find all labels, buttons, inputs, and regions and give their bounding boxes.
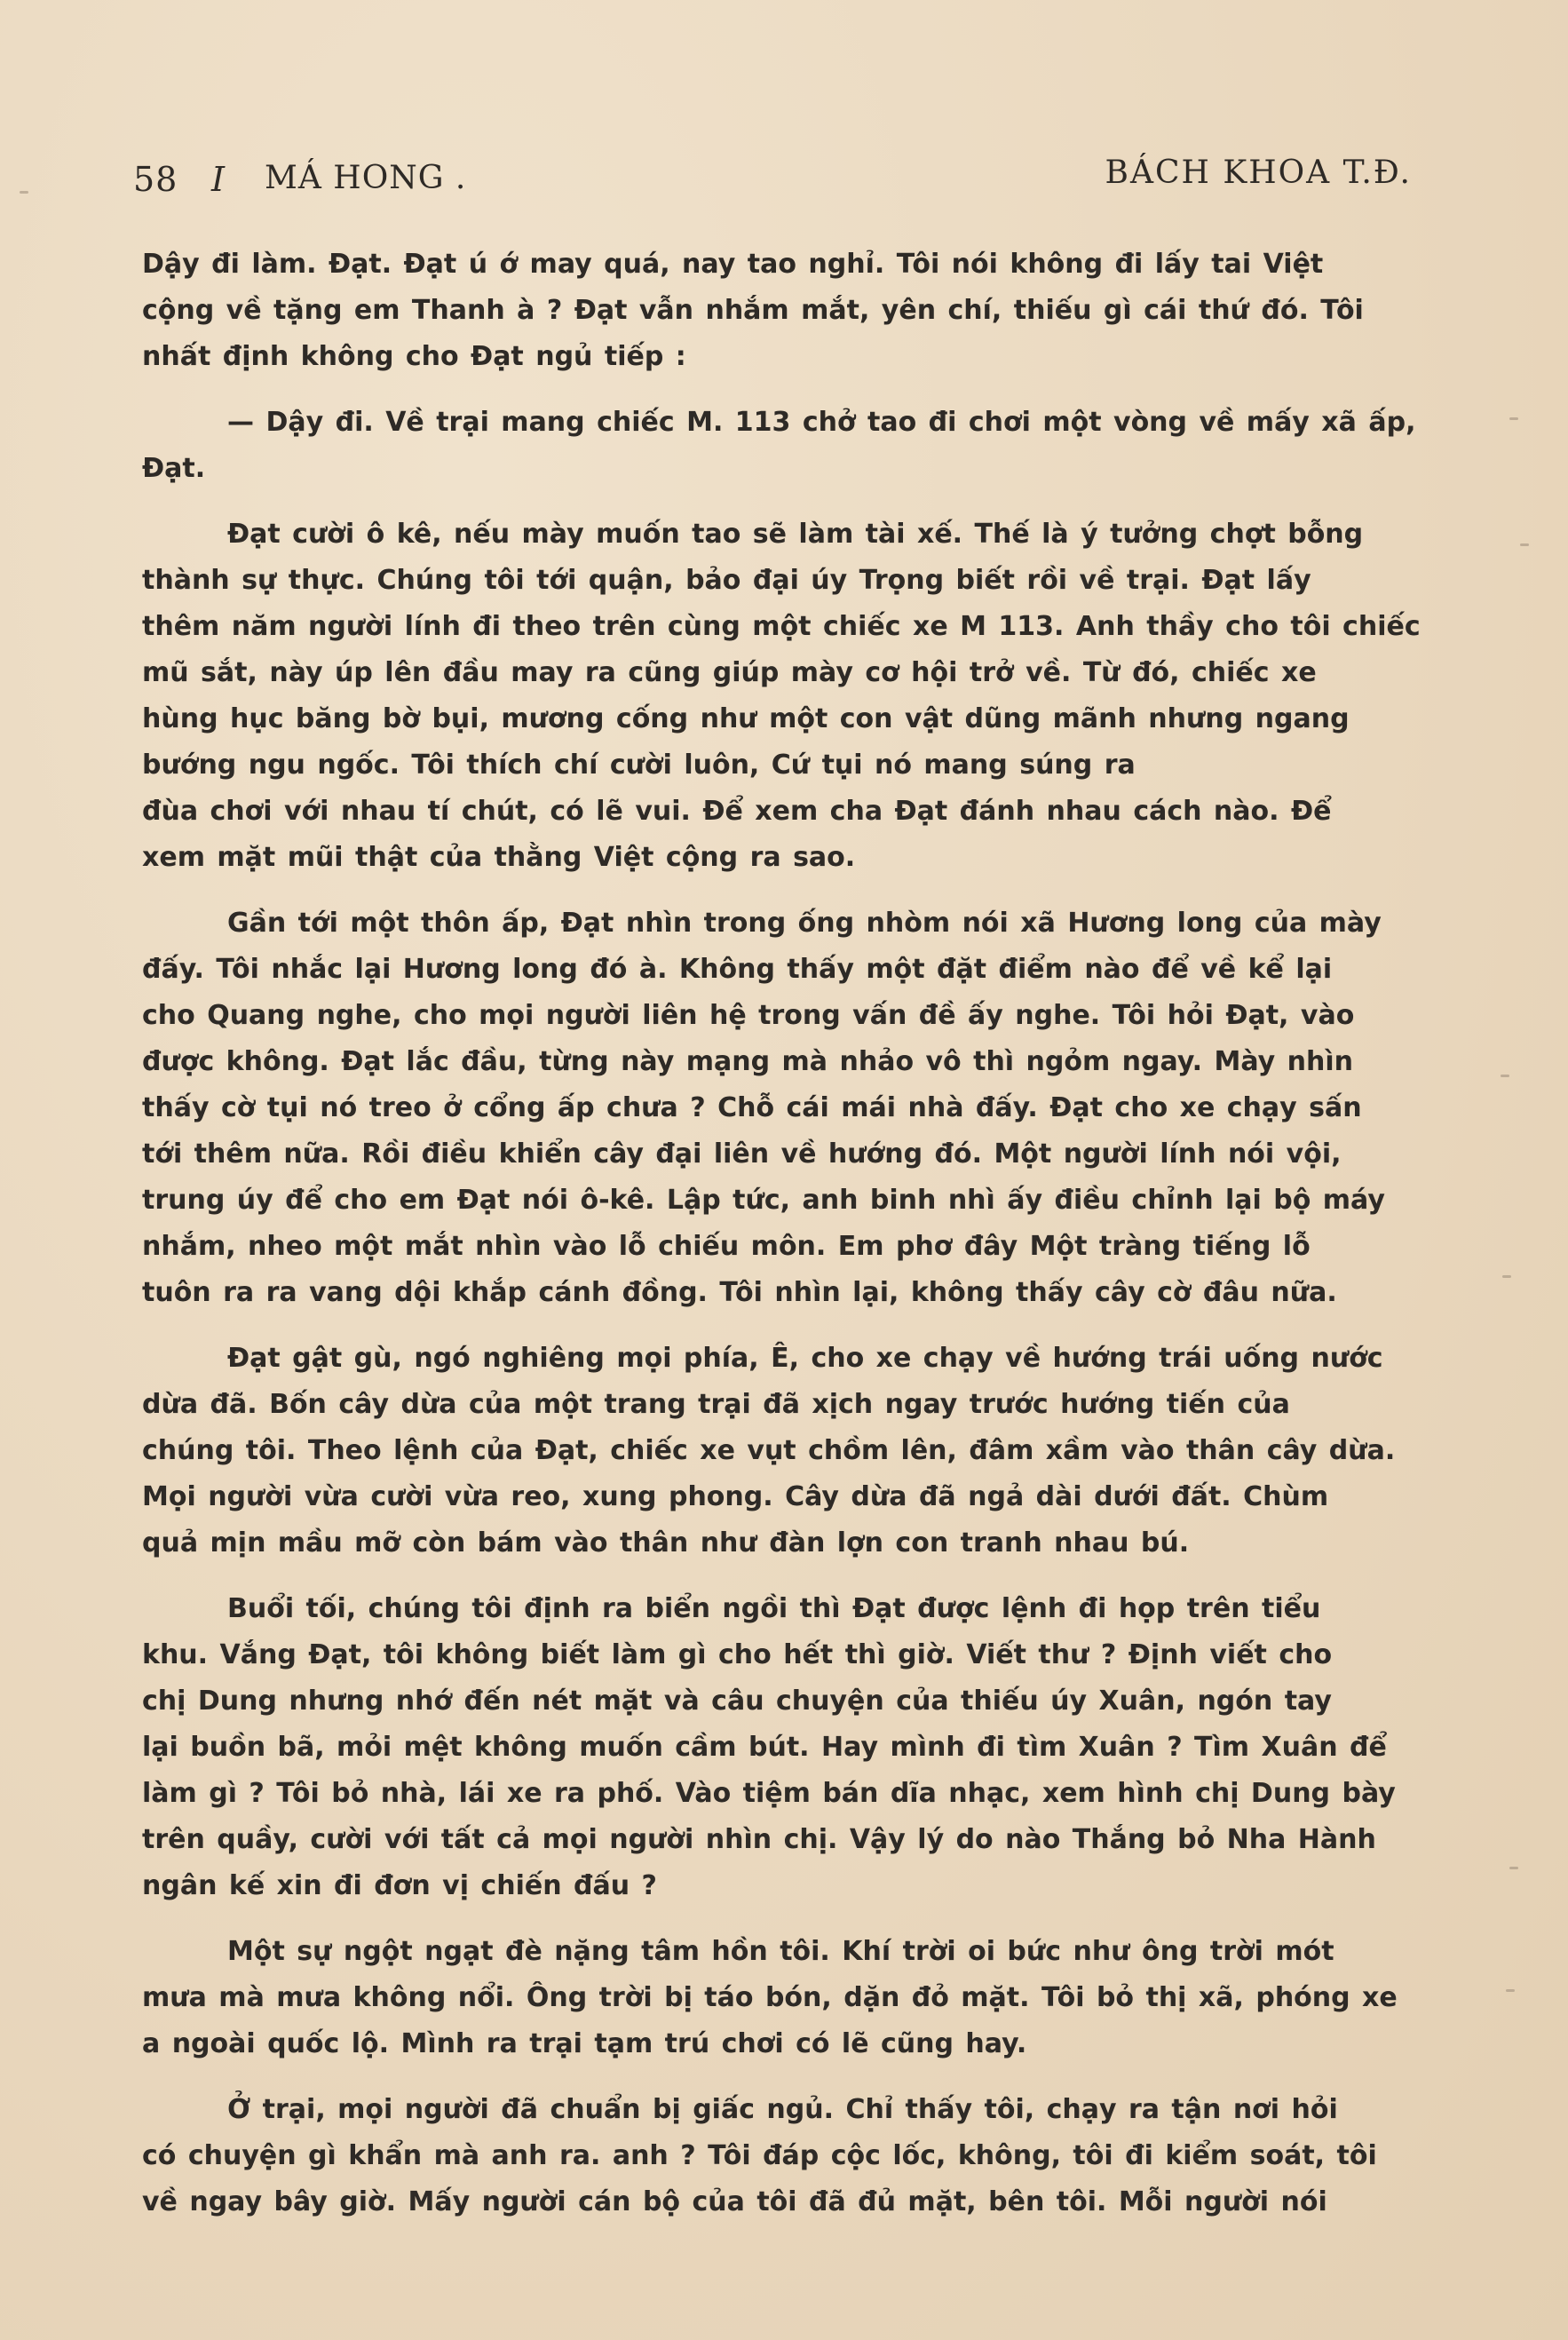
paragraph [142, 2087, 1421, 2225]
text-line: nhất định không cho Đạt ngủ tiếp : [142, 341, 686, 372]
text-line: hùng hục băng bờ bụi, mương cống như một con vật dũng mãnh nhưng ngang [142, 703, 1350, 734]
journal-title: BÁCH KHOA T.Đ. [1105, 155, 1412, 191]
text-line: đấy. Tôi nhắc lại Hương long đó à. Không thấy một đặt điểm nào để về kể lại [142, 954, 1333, 985]
scan-speck [1520, 543, 1529, 546]
scan-speck [1502, 1275, 1511, 1278]
text-line: đùa chơi với nhau tí chút, có lẽ vui. Để xem cha Đạt đánh nhau cách nào. Để [142, 796, 1332, 827]
paragraph [142, 512, 1421, 881]
text-line: thêm năm người lính đi theo trên cùng một chiếc xe M 113. Anh thầy cho tôi chiếc [142, 611, 1421, 642]
text-line: thành sự thực. Chúng tôi tới quận, bảo đại úy Trọng biết rồi về trại. Đạt lấy [142, 565, 1311, 596]
text-line: cho Quang nghe, cho mọi người liên hệ trong vấn đề ấy nghe. Tôi hỏi Đạt, vào [142, 1000, 1355, 1031]
text-line: về ngay bây giờ. Mấy người cán bộ của tôi đã đủ mặt, bên tôi. Mỗi người nói [142, 2186, 1327, 2217]
paragraph [142, 1929, 1421, 2067]
text-line: thấy cờ tụi nó treo ở cổng ấp chưa ? Chỗ cái mái nhà đấy. Đạt cho xe chạy sấn [142, 1092, 1362, 1123]
text-line: chúng tôi. Theo lệnh của Đạt, chiếc xe vụt chồm lên, đâm xầm vào thân cây dừa. [142, 1435, 1396, 1466]
text-line: — Dậy đi. Về trại mang chiếc M. 113 chở tao đi chơi một vòng về mấy xã ấp, [227, 407, 1416, 438]
text-line: Đạt. [142, 453, 206, 484]
text-line: Ở trại, mọi người đã chuẩn bị giấc ngủ. Chỉ thấy tôi, chạy ra tận nơi hỏi [227, 2094, 1338, 2125]
paragraph [142, 242, 1421, 380]
header-separator: I [211, 160, 226, 199]
text-line: Một sự ngột ngạt đè nặng tâm hồn tôi. Khí trời oi bức như ông trời mót [227, 1936, 1334, 1967]
page-number: 58 [133, 160, 178, 199]
text-line: nhắm, nheo một mắt nhìn vào lỗ chiếu môn. Em phơ đây Một tràng tiếng lỗ [142, 1231, 1311, 1262]
text-line: Mọi người vừa cười vừa reo, xung phong. Cây dừa đã ngả dài dưới đất. Chùm [142, 1481, 1329, 1512]
text-line: Đạt gật gù, ngó nghiêng mọi phía, Ê, cho xe chạy về hướng trái uống nước [227, 1343, 1383, 1374]
text-line: Đạt cười ô kê, nếu mày muốn tao sẽ làm tài xế. Thế là ý tưởng chợt bỗng [227, 519, 1364, 550]
text-line: dừa đã. Bốn cây dừa của một trang trại đã xịch ngay trước hướng tiến của [142, 1389, 1290, 1420]
text-line: Dậy đi làm. Đạt. Đạt ú ớ may quá, nay tao nghỉ. Tôi nói không đi lấy tai Việt [142, 249, 1324, 280]
text-line: tuôn ra ra vang dội khắp cánh đồng. Tôi nhìn lại, không thấy cây cờ đâu nữa. [142, 1277, 1337, 1308]
paragraph [142, 400, 1421, 492]
text-line: khu. Vắng Đạt, tôi không biết làm gì cho hết thì giờ. Viết thư ? Định viết cho [142, 1639, 1333, 1670]
text-line: Gần tới một thôn ấp, Đạt nhìn trong ống nhòm nói xã Hương long của mày [227, 908, 1382, 939]
scan-speck [1506, 1989, 1515, 1992]
paragraph [142, 900, 1421, 1316]
paragraph [142, 1586, 1421, 1909]
text-line: mưa mà mưa không nổi. Ông trời bị táo bón, dặn đỏ mặt. Tôi bỏ thị xã, phóng xe [142, 1982, 1398, 2013]
scan-speck [1509, 417, 1518, 420]
page-header [133, 155, 1412, 213]
text-line: được không. Đạt lắc đầu, từng này mạng mà nhảo vô thì ngỏm ngay. Mày nhìn [142, 1046, 1354, 1077]
text-line: làm gì ? Tôi bỏ nhà, lái xe ra phố. Vào tiệm bán dĩa nhạc, xem hình chị Dung bày [142, 1778, 1396, 1809]
text-line: chị Dung nhưng nhớ đến nét mặt và câu chuyện của thiếu úy Xuân, ngón tay [142, 1686, 1332, 1717]
text-line: có chuyện gì khẩn mà anh ra. anh ? Tôi đáp cộc lốc, không, tôi đi kiểm soát, tôi [142, 2140, 1377, 2171]
scan-speck [1501, 1075, 1509, 1077]
running-title: MÁ HONG . [265, 160, 467, 196]
scan-speck [20, 191, 28, 194]
text-line: trên quầy, cười với tất cả mọi người nhìn chị. Vậy lý do nào Thắng bỏ Nha Hành [142, 1824, 1376, 1855]
text-line: mũ sắt, này úp lên đầu may ra cũng giúp mày cơ hội trở về. Từ đó, chiếc xe [142, 657, 1317, 688]
text-line: a ngoài quốc lộ. Mình ra trại tạm trú chơi có lẽ cũng hay. [142, 2028, 1027, 2059]
page-body [142, 242, 1421, 2245]
paragraph [142, 1336, 1421, 1567]
text-line: trung úy để cho em Đạt nói ô-kê. Lập tức, anh binh nhì ấy điều chỉnh lại bộ máy [142, 1185, 1385, 1216]
text-line: tới thêm nữa. Rồi điều khiển cây đại liên về hướng đó. Một người lính nói vội, [142, 1138, 1342, 1170]
text-line: lại buồn bã, mỏi mệt không muốn cầm bút. Hay mình đi tìm Xuân ? Tìm Xuân để [142, 1732, 1387, 1763]
text-line: cộng về tặng em Thanh à ? Đạt vẫn nhắm mắt, yên chí, thiếu gì cái thứ đó. Tôi [142, 295, 1364, 326]
text-line: bướng ngu ngốc. Tôi thích chí cười luôn, Cứ tụi nó mang súng ra [142, 750, 1136, 781]
text-line: Buổi tối, chúng tôi định ra biển ngồi thì Đạt được lệnh đi họp trên tiểu [227, 1593, 1321, 1624]
text-line: ngân kế xin đi đơn vị chiến đấu ? [142, 1870, 657, 1901]
text-line: xem mặt mũi thật của thằng Việt cộng ra sao. [142, 842, 856, 873]
text-line: quả mịn mầu mỡ còn bám vào thân như đàn lợn con tranh nhau bú. [142, 1527, 1190, 1559]
scan-speck [1509, 1867, 1518, 1869]
